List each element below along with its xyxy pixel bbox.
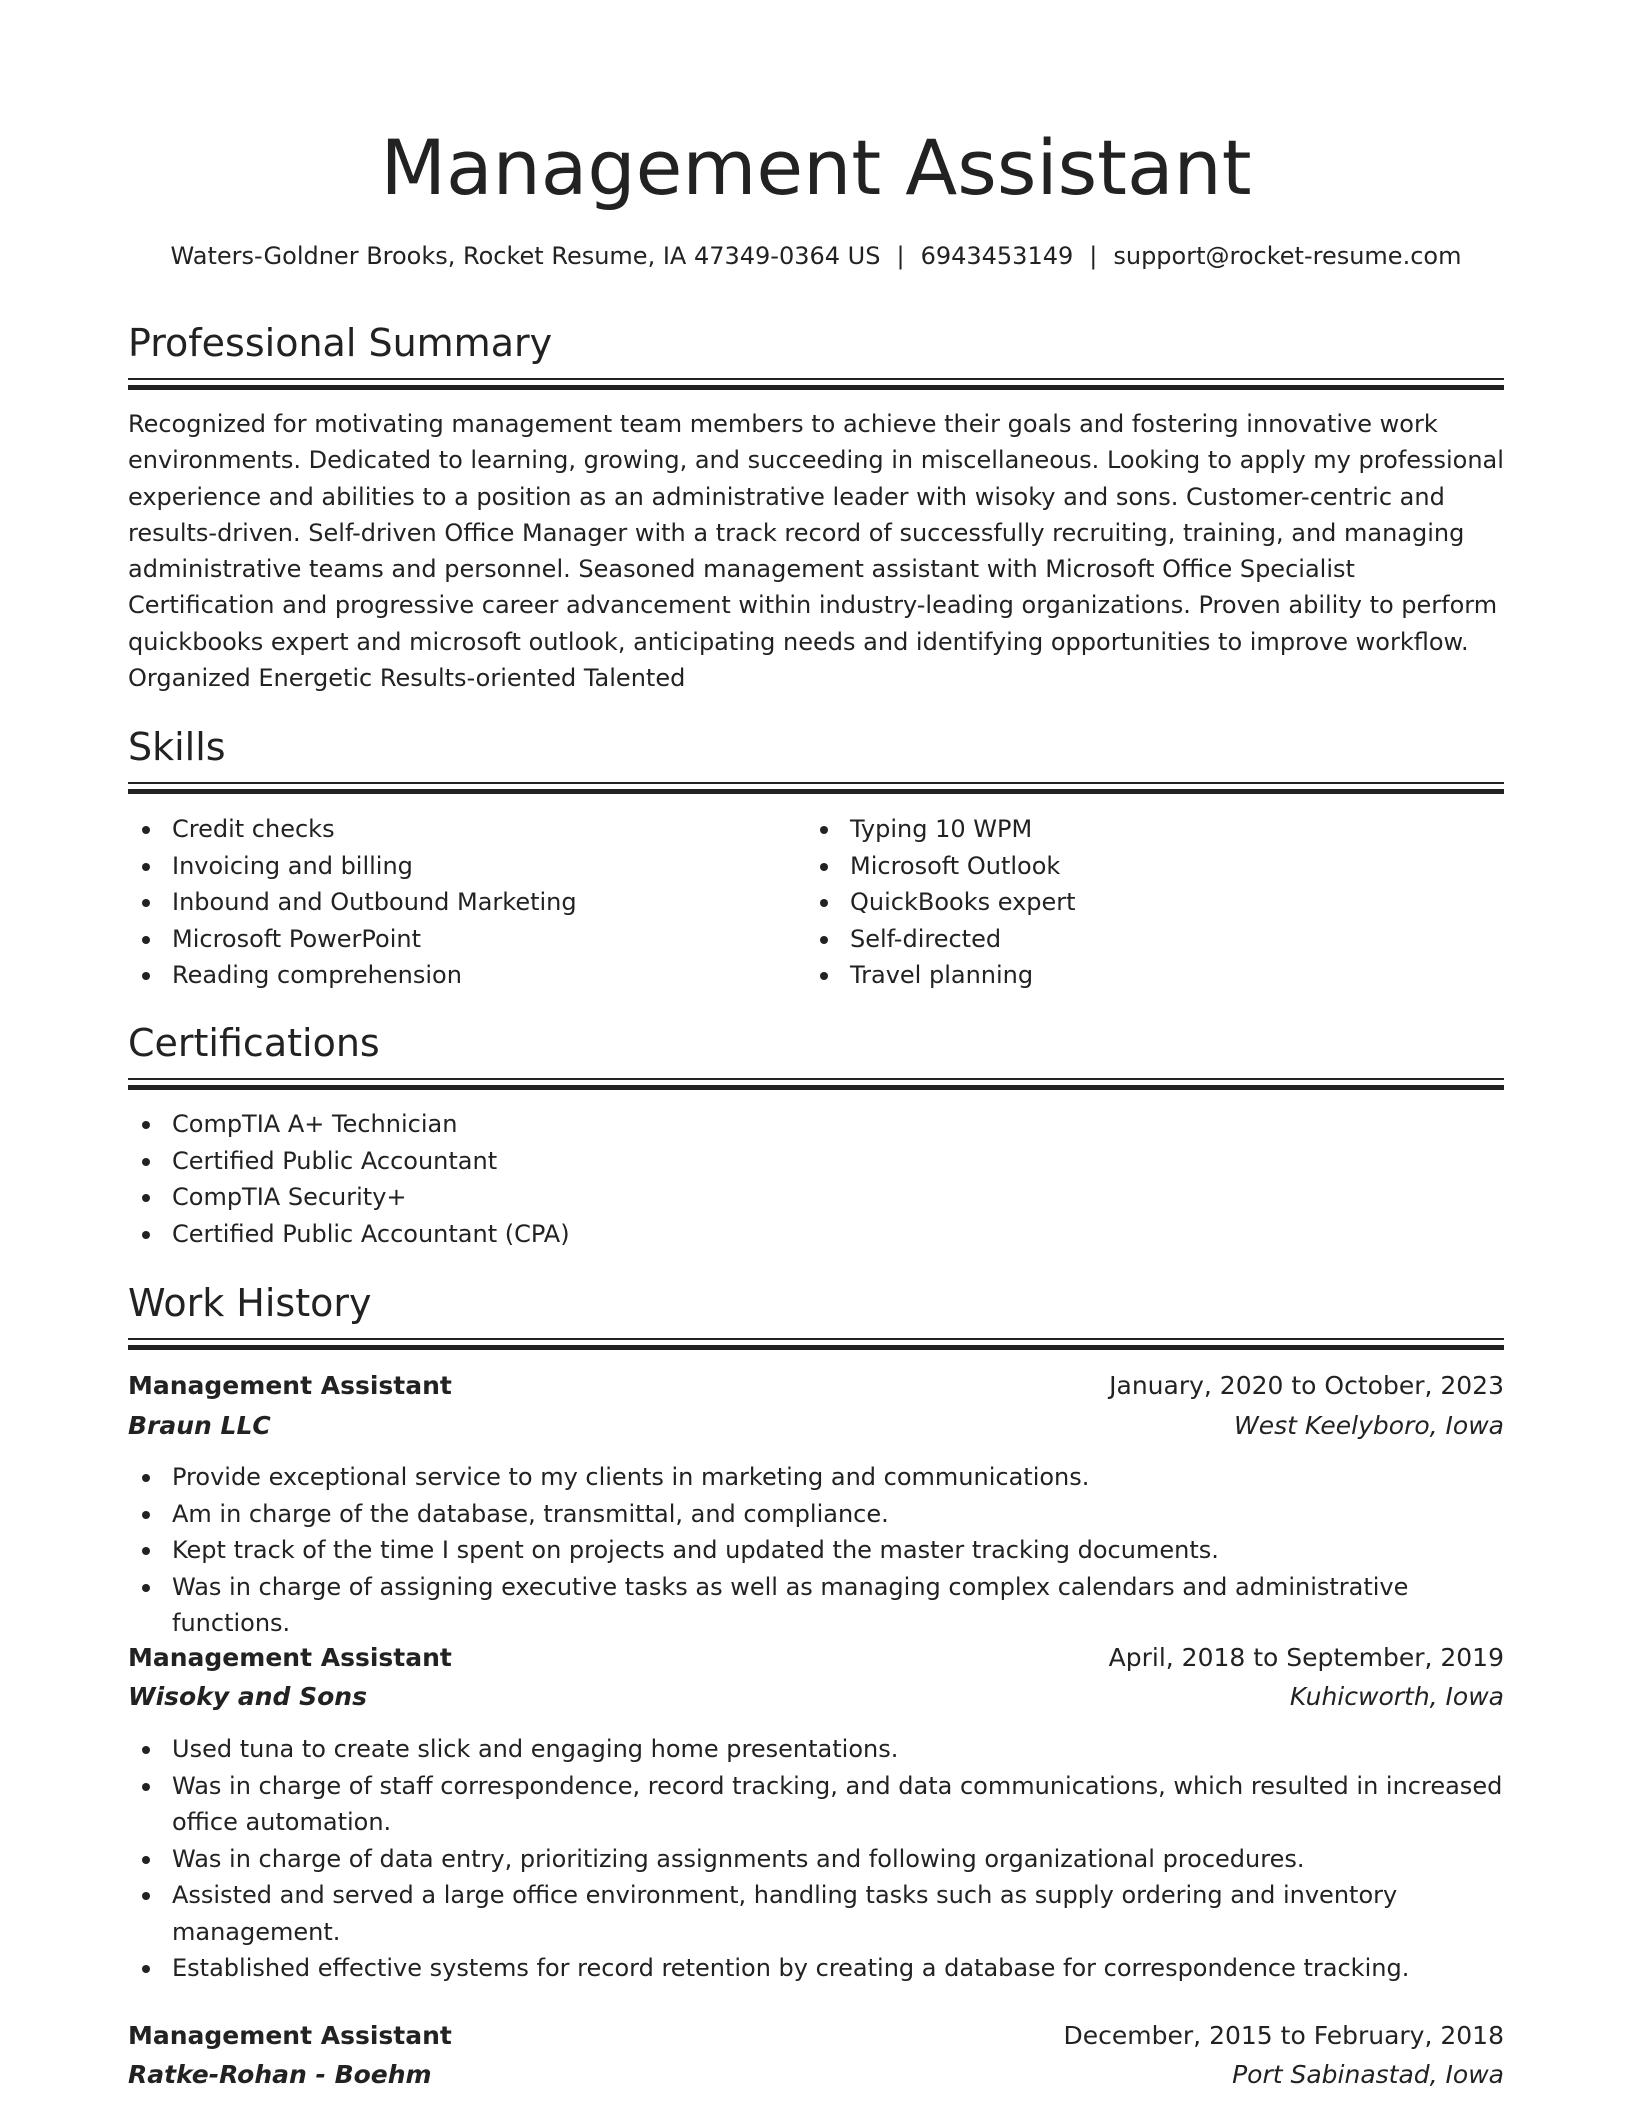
job-duty: Am in charge of the database, transmittal, and compliance. [128, 1496, 1504, 1533]
job-company: Ratke-Rohan - Boehm [128, 2060, 432, 2089]
contact-line [128, 236, 1504, 276]
job-duties-list [128, 1459, 1504, 1642]
job-employer-row [128, 2055, 1504, 2095]
job-duty: Provide exceptional service to my clients in marketing and communications. [128, 1459, 1504, 1496]
job-duty: Established effective systems for record retention by creating a database for correspondence tracking. [128, 1950, 1504, 1987]
summary-heading: Professional Summary [128, 321, 553, 365]
certifications-list [128, 1106, 1504, 1252]
job-dates: April, 2018 to September, 2019 [1108, 1643, 1504, 1672]
job-location: Kuhicworth, Iowa [1289, 1682, 1504, 1711]
skill-item: Credit checks [128, 811, 788, 848]
job-duties-list [128, 1731, 1504, 1987]
job-dates: January, 2020 to October, 2023 [1109, 1371, 1504, 1400]
job-duty: Was in charge of assigning executive tasks as well as managing complex calendars and administrative functions. [128, 1569, 1504, 1642]
job-location: West Keelyboro, Iowa [1234, 1411, 1504, 1440]
job-duty: Was in charge of data entry, prioritizing assignments and following organizational procedures. [128, 1841, 1504, 1878]
skill-item: Invoicing and billing [128, 848, 788, 885]
job-title: Management Assistant [128, 1371, 452, 1400]
section-divider [128, 1338, 1504, 1350]
summary-text: Recognized for motivating management team members to achieve their goals and fostering innovative work environments. Dedicated to learning, growing, and succeeding in miscellaneous. Looking to apply my professional experience and abilities to a position as an administrative leader with wisoky and sons. Customer-centric and results-driven. Self-driven Office Manager with a track record of successfully recruiting, training, and managing administrative teams and personnel. Seasoned management assistant with Microsoft Office Specialist Certification and progressive career advancement within industry-leading organizations. Proven ability to perform quickbooks expert and microsoft outlook, anticipating needs and identifying opportunities to improve workflow. Organized Energetic Results-oriented Talented [128, 410, 1504, 693]
contact-email: support@rocket-resume.com [1113, 242, 1462, 270]
job-location: Port Sabinastad, Iowa [1232, 2060, 1504, 2089]
job-company: Wisoky and Sons [128, 1682, 367, 1711]
job-duty: Was in charge of staff correspondence, record tracking, and data communications, which resulted in increased office automation. [128, 1768, 1504, 1841]
skills-list-left [128, 811, 788, 994]
section-divider [128, 1078, 1504, 1090]
contact-phone: 6943453149 [920, 242, 1074, 270]
skills-heading: Skills [128, 725, 226, 769]
contact-address: Waters-Goldner Brooks, Rocket Resume, IA 47349-0364 US [170, 242, 881, 270]
job-employer-row [128, 1677, 1504, 1717]
certification-item: CompTIA Security+ [128, 1179, 1504, 1216]
job-company: Braun LLC [128, 1411, 271, 1440]
skill-item: QuickBooks expert [806, 884, 1466, 921]
job-employer-row [128, 1406, 1504, 1446]
skill-item: Inbound and Outbound Marketing [128, 884, 788, 921]
job-header [128, 1366, 1504, 1406]
skill-item: Microsoft Outlook [806, 848, 1466, 885]
job-header [128, 2016, 1504, 2056]
skill-item: Travel planning [806, 957, 1466, 994]
resume-title: Management Assistant [380, 123, 1252, 212]
job-title: Management Assistant [128, 2021, 452, 2050]
job-duty: Assisted and served a large office environment, handling tasks such as supply ordering and inventory management. [128, 1877, 1504, 1950]
certification-item: Certified Public Accountant (CPA) [128, 1216, 1504, 1253]
skill-item: Microsoft PowerPoint [128, 921, 788, 958]
contact-separator: | [896, 242, 905, 270]
section-divider [128, 378, 1504, 390]
job-dates: December, 2015 to February, 2018 [1063, 2021, 1504, 2050]
skill-item: Typing 10 WPM [806, 811, 1466, 848]
job-header [128, 1638, 1504, 1678]
job-duty: Kept track of the time I spent on projects and updated the master tracking documents. [128, 1532, 1504, 1569]
certification-item: CompTIA A+ Technician [128, 1106, 1504, 1143]
section-divider [128, 782, 1504, 794]
job-duty: Used tuna to create slick and engaging home presentations. [128, 1731, 1504, 1768]
skill-item: Self-directed [806, 921, 1466, 958]
skills-list-right [806, 811, 1466, 994]
contact-separator: | [1089, 242, 1098, 270]
certifications-heading: Certifications [128, 1021, 380, 1065]
skill-item: Reading comprehension [128, 957, 788, 994]
work-history-heading: Work History [128, 1281, 372, 1325]
certification-item: Certified Public Accountant [128, 1143, 1504, 1180]
job-title: Management Assistant [128, 1643, 452, 1672]
